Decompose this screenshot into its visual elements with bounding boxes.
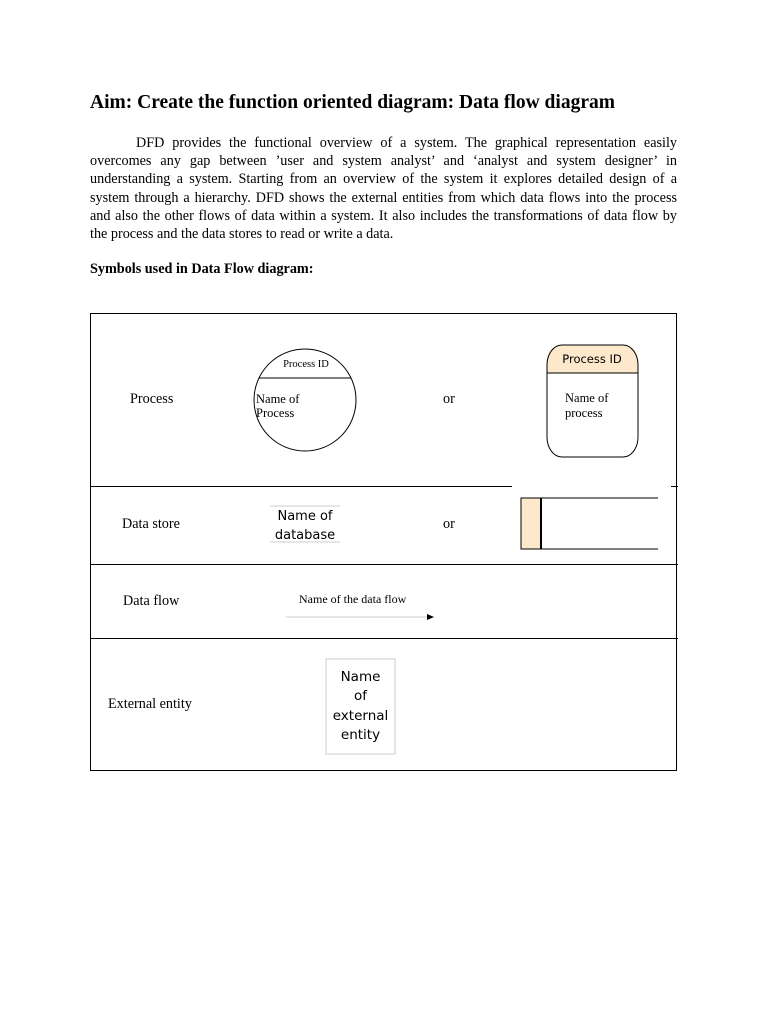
process-rounded-name-line2: process <box>565 406 603 420</box>
row-divider <box>671 486 678 487</box>
data-store-open-line1: Name of <box>277 509 333 524</box>
external-entity-line1: Name <box>340 669 381 685</box>
arrowhead-icon <box>427 614 434 620</box>
data-store-or-text: or <box>443 516 455 532</box>
process-circle-id-text: Process ID <box>283 359 329 370</box>
process-rounded-id-text: Process ID <box>562 352 622 366</box>
process-or-text: or <box>443 391 455 407</box>
data-store-label: Data store <box>122 516 180 532</box>
intro-paragraph: DFD provides the functional overview of a system. The graphical representation easily overcomes any gap between ’user and system analyst’ and ‘analyst and system designer’ in understanding a system. Starting from an overview of the system it explores detailed design of a system through a hierarchy. DFD shows the external entities from which data flows into the process and also the other flows of data within a system. It also includes the transformations of data flow by the process and the data stores to read or write a data. <box>90 135 677 243</box>
process-circle-symbol <box>253 344 359 456</box>
data-flow-arrow-symbol <box>284 586 444 626</box>
row-divider <box>91 638 678 639</box>
data-store-box-symbol <box>520 497 660 551</box>
data-store-open-symbol <box>267 504 342 546</box>
data-flow-label: Data flow <box>123 593 180 609</box>
process-label: Process <box>130 391 174 407</box>
process-rounded-name-line1: Name of <box>565 391 609 405</box>
page-title: Aim: Create the function oriented diagram: Data flow diagram <box>90 92 615 113</box>
process-rounded-symbol <box>546 344 641 459</box>
data-store-open-line2: database <box>274 528 336 543</box>
external-entity-symbol <box>325 658 397 756</box>
row-divider <box>91 486 512 487</box>
symbols-heading: Symbols used in Data Flow diagram: <box>90 261 314 277</box>
row-divider <box>91 564 678 565</box>
external-entity-line2: of <box>353 688 368 704</box>
symbols-table <box>90 313 677 771</box>
process-circle-name-line2: Process <box>256 406 295 420</box>
process-circle-name-line1: Name of <box>256 392 300 406</box>
external-entity-line3: external <box>332 708 389 724</box>
data-flow-arrow-label: Name of the data flow <box>299 592 407 606</box>
external-entity-label: External entity <box>108 696 192 712</box>
external-entity-line4: entity <box>340 727 381 743</box>
